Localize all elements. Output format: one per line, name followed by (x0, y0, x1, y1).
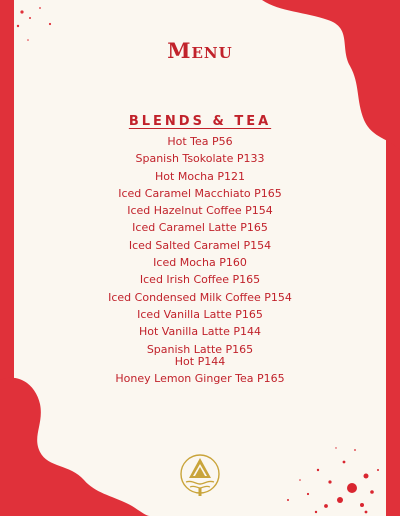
menu-item: Iced Caramel Latte P165 (132, 221, 268, 235)
menu-item: Spanish Tsokolate P133 (135, 152, 265, 166)
gold-triangle-tree-logo-icon (178, 452, 222, 502)
menu-item: Iced Caramel Macchiato P165 (118, 186, 282, 200)
menu-title: Menu (167, 38, 233, 63)
menu-item: Hot Vanilla Latte P144 (139, 325, 261, 339)
menu-item: Hot Mocha P121 (155, 169, 245, 183)
menu-item: Iced Hazelnut Coffee P154 (127, 204, 273, 218)
menu-item: Iced Vanilla Latte P165 (137, 307, 263, 321)
menu-item: Iced Irish Coffee P165 (139, 273, 261, 287)
menu-item: Hot P144 (174, 354, 226, 368)
menu-item: Iced Salted Caramel P154 (128, 238, 272, 252)
menu-item: Hot Tea P56 (167, 135, 233, 148)
section-heading-text: BLENDS & TEA (128, 114, 272, 129)
section-heading (0, 112, 400, 130)
menu-item: Iced Mocha P160 (153, 256, 247, 270)
menu-item: Iced Condensed Milk Coffee P154 (108, 290, 292, 304)
menu-item-list (0, 133, 400, 387)
menu-item: Spanish Latte P165 (146, 342, 254, 356)
menu-item: Honey Lemon Ginger Tea P165 (115, 372, 285, 386)
